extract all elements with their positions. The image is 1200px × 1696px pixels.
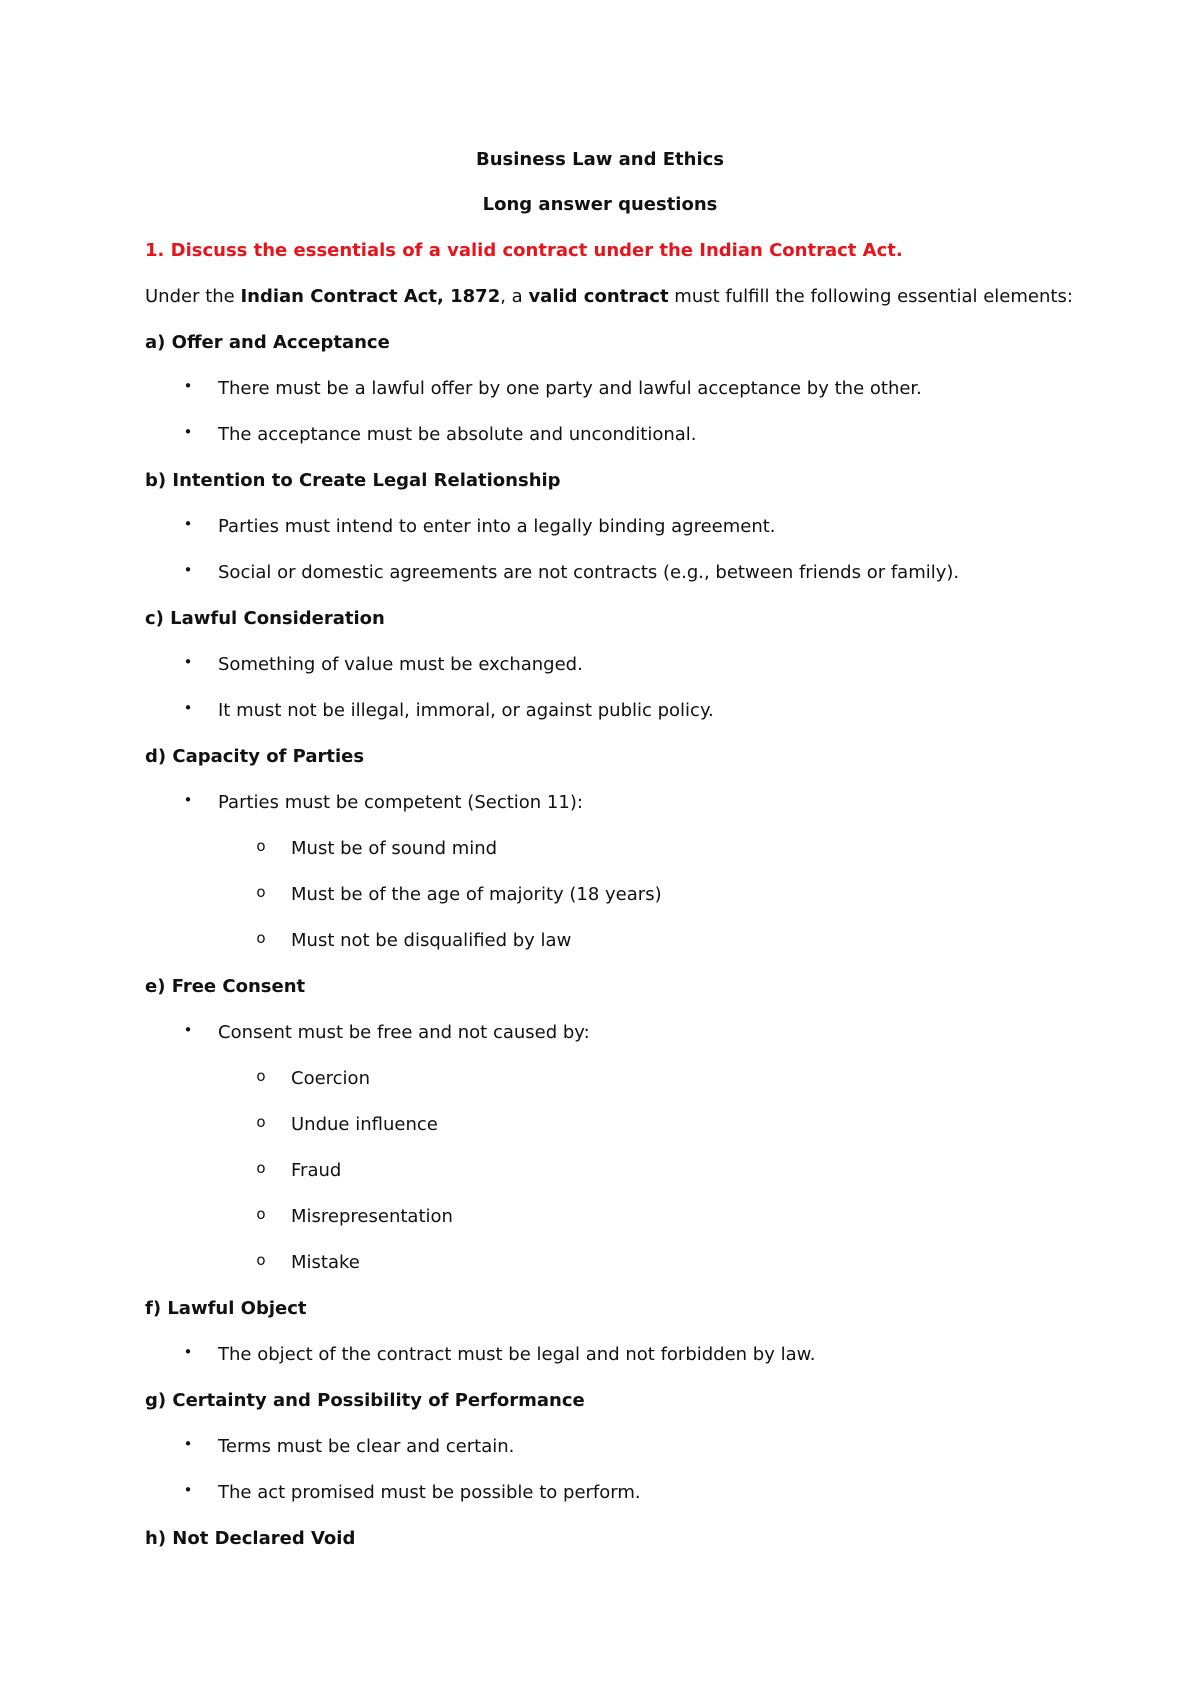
bullet-marker: • [183,561,193,579]
section-heading: h) Not Declared Void [145,1528,356,1549]
bullet-item: Consent must be free and not caused by: [218,1022,590,1043]
section-heading: g) Certainty and Possibility of Performance [145,1390,585,1411]
bullet-item: The object of the contract must be legal and not forbidden by law. [218,1344,816,1365]
intro-mid: , a [500,286,529,307]
intro-term: valid contract [528,286,669,307]
sub-bullet-item: Mistake [291,1252,360,1273]
bullet-item: Terms must be clear and certain. [218,1436,515,1457]
sub-bullet-item: Misrepresentation [291,1206,453,1227]
sub-bullet-item: Must be of the age of majority (18 years) [291,884,662,905]
sub-bullet-marker: o [256,929,266,947]
document-subtitle: Long answer questions [482,194,718,215]
bullet-marker: • [183,791,193,809]
bullet-marker: • [183,423,193,441]
intro-act: Indian Contract Act, 1872 [240,286,501,307]
intro-post: must fulfill the following essential elements: [668,286,1073,307]
bullet-marker: • [183,1435,193,1453]
bullet-item: The act promised must be possible to perform. [218,1482,641,1503]
sub-bullet-item: Must not be disqualified by law [291,930,572,951]
bullet-marker: • [183,653,193,671]
sub-bullet-marker: o [256,1113,266,1131]
section-heading: f) Lawful Object [145,1298,307,1319]
section-heading: a) Offer and Acceptance [145,332,390,353]
intro-pre: Under the [145,286,241,307]
bullet-item: Parties must be competent (Section 11): [218,792,583,813]
sub-bullet-marker: o [256,1067,266,1085]
intro-paragraph [145,285,1073,309]
section-heading: c) Lawful Consideration [145,608,385,629]
sub-bullet-marker: o [256,1159,266,1177]
bullet-marker: • [183,1481,193,1499]
bullet-item: The acceptance must be absolute and unconditional. [218,424,697,445]
sub-bullet-marker: o [256,883,266,901]
section-heading: b) Intention to Create Legal Relationship [145,470,561,491]
bullet-item: There must be a lawful offer by one party and lawful acceptance by the other. [218,378,922,399]
bullet-marker: • [183,699,193,717]
bullet-item: Social or domestic agreements are not contracts (e.g., between friends or family). [218,562,960,583]
section-heading: d) Capacity of Parties [145,746,365,767]
sub-bullet-item: Coercion [291,1068,370,1089]
bullet-item: It must not be illegal, immoral, or against public policy. [218,700,714,721]
sub-bullet-item: Must be of sound mind [291,838,498,859]
sub-bullet-marker: o [256,837,266,855]
bullet-marker: • [183,377,193,395]
sub-bullet-marker: o [256,1251,266,1269]
bullet-item: Parties must intend to enter into a legally binding agreement. [218,516,776,537]
sub-bullet-item: Fraud [291,1160,342,1181]
bullet-item: Something of value must be exchanged. [218,654,583,675]
sub-bullet-item: Undue influence [291,1114,438,1135]
bullet-marker: • [183,515,193,533]
sub-bullet-marker: o [256,1205,266,1223]
bullet-marker: • [183,1343,193,1361]
document-title: Business Law and Ethics [475,149,725,170]
bullet-marker: • [183,1021,193,1039]
question-heading: 1. Discuss the essentials of a valid contract under the Indian Contract Act. [145,240,903,261]
section-heading: e) Free Consent [145,976,306,997]
